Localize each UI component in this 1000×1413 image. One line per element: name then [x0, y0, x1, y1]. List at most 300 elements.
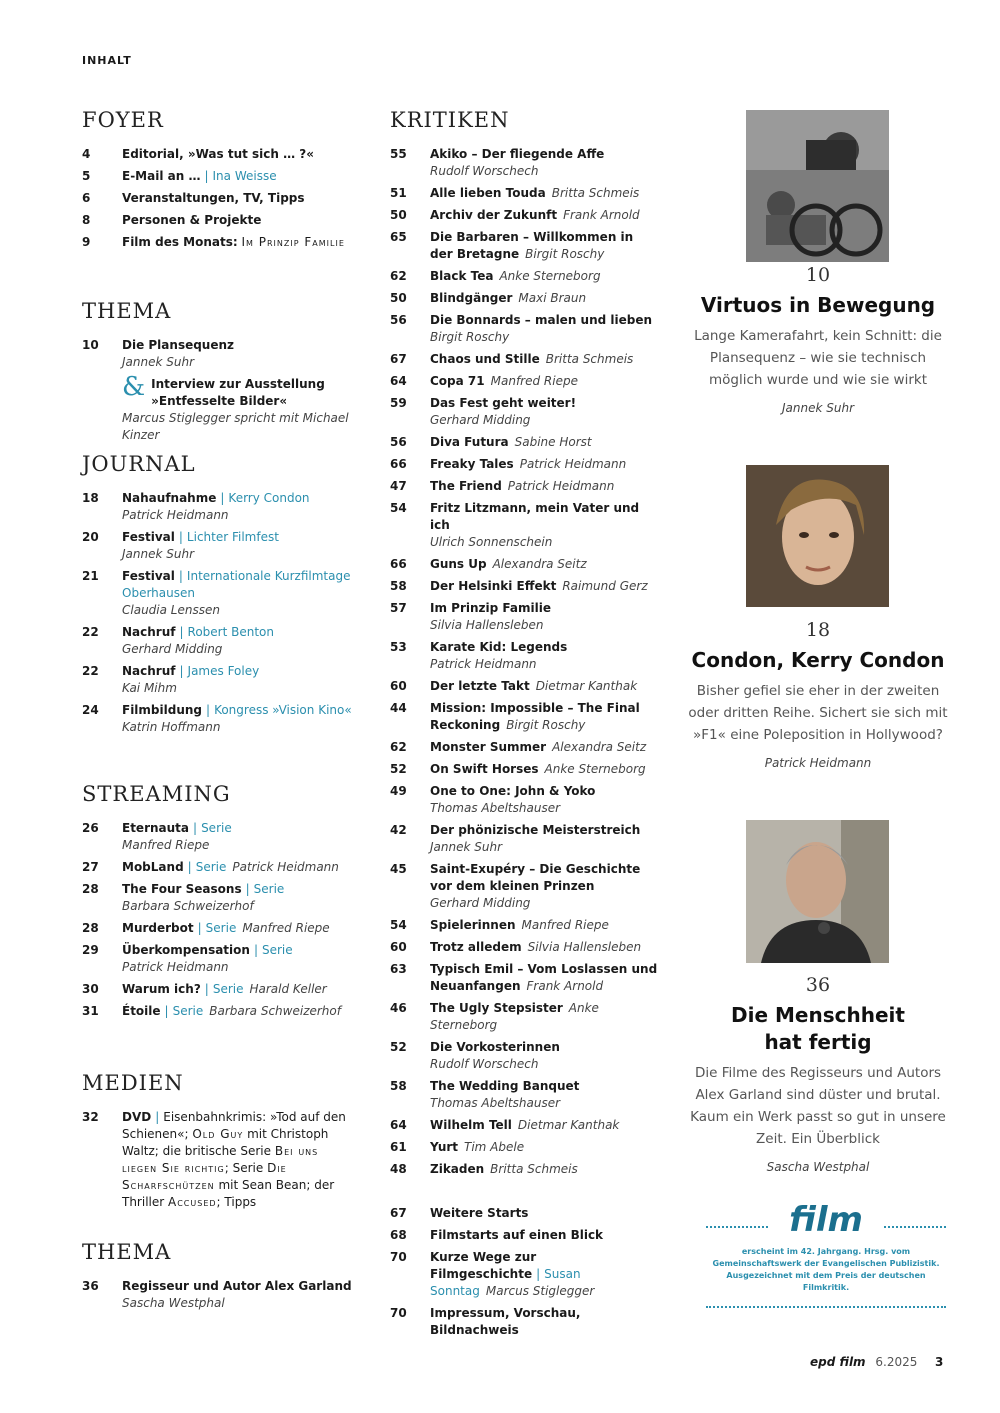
toc-entry[interactable]: [82, 920, 352, 937]
entry-title: Weitere Starts: [430, 1206, 529, 1220]
toc-entry[interactable]: [390, 312, 660, 346]
entry-body: [122, 337, 352, 371]
entry-author: Raimund Gerz: [562, 579, 648, 593]
entry-title: Eternauta: [122, 821, 190, 835]
ampersand-ornament: &: [122, 372, 146, 402]
entry-body: [430, 1249, 660, 1300]
page-number: 57: [390, 601, 407, 615]
toc-entry[interactable]: [390, 939, 660, 956]
footer-brand: epd film: [810, 1355, 866, 1369]
page-number: 52: [390, 762, 407, 776]
section-kicker: INHALT: [82, 54, 132, 67]
page-number: 64: [390, 1118, 407, 1132]
toc-entry[interactable]: [82, 490, 352, 524]
entry-author: Thomas Abeltshauser: [430, 801, 561, 815]
feature-photo-kerry-condon[interactable]: [746, 465, 889, 607]
entry-body: [430, 678, 660, 695]
page-number: 70: [390, 1306, 407, 1320]
entry-author: Patrick Heidmann: [519, 457, 627, 471]
toc-entry[interactable]: [390, 290, 660, 307]
entry-title: Trotz alledem: [430, 940, 522, 954]
entry-body: [430, 373, 660, 390]
section-heading: THEMA: [82, 299, 172, 323]
page-number: 54: [390, 501, 407, 515]
page-number: 27: [82, 860, 99, 874]
entry-title: Nahaufnahme: [122, 491, 217, 505]
separator: |: [204, 169, 209, 183]
toc-entry[interactable]: [390, 1039, 660, 1073]
entry-body: [430, 822, 660, 856]
toc-entry[interactable]: [82, 820, 352, 854]
entry-subject: James Foley: [187, 664, 260, 678]
feature-block-2[interactable]: [686, 619, 950, 770]
entry-subject: Serie: [253, 882, 285, 896]
entry-text: Eisenbahnkrimis: »Tod auf den Schienen«;: [122, 1110, 346, 1141]
entry-subject: Kongress »Vision Kino«: [214, 703, 352, 717]
page-number: 66: [390, 457, 407, 471]
dotted-rule: [884, 1226, 946, 1228]
entry-title: Zikaden: [430, 1162, 485, 1176]
entry-body: [430, 478, 660, 495]
entry-body: [430, 456, 660, 473]
section-heading: THEMA: [82, 1240, 172, 1264]
film-title: Bei uns liegen Sie richtig: [122, 1144, 319, 1175]
entry-title: Murderbot: [122, 921, 194, 935]
section-medien: [82, 1071, 352, 1216]
entry-title: Yurt: [430, 1140, 459, 1154]
section-heading: FOYER: [82, 108, 164, 132]
page-footer: [810, 1355, 944, 1369]
page-number: 30: [82, 982, 99, 996]
entry-title: MobLand: [122, 860, 184, 874]
entry-body: [430, 434, 660, 451]
toc-entry[interactable]: [390, 700, 660, 734]
entry-body: [122, 212, 352, 229]
separator: |: [193, 821, 198, 835]
entry-author: Katrin Hoffmann: [122, 720, 221, 734]
entry-title: On Swift Horses: [430, 762, 539, 776]
page-number: 36: [82, 1279, 99, 1293]
feature-block-1[interactable]: [686, 264, 950, 415]
page-number: 62: [390, 740, 407, 754]
page-number: 59: [390, 396, 407, 410]
toc-entry[interactable]: [390, 783, 660, 817]
separator: |: [164, 1004, 169, 1018]
entry-title: Diva Futura: [430, 435, 509, 449]
toc-entry[interactable]: [390, 917, 660, 934]
entry-author: Sascha Westphal: [122, 1296, 225, 1310]
entry-title: Fritz Litzmann, mein Vater und ich: [430, 501, 640, 532]
publisher-blurb: erscheint im 42. Jahrgang. Hrsg. vom Gemeinschaftswerk der Evangelischen Publizistik. Ausgezeichnet mit dem Preis der deutschen Filmkritik.: [712, 1247, 940, 1292]
page-number: 53: [390, 640, 407, 654]
entry-title: Editorial, »Was tut sich … ?«: [122, 147, 315, 161]
entry-title: One to One: John & Yoko: [430, 784, 596, 798]
toc-entry[interactable]: [82, 663, 352, 697]
entry-title: Nachruf: [122, 664, 176, 678]
section-heading: MEDIEN: [82, 1071, 184, 1095]
separator: |: [178, 569, 183, 583]
toc-entry[interactable]: [390, 1117, 660, 1134]
entry-body: [122, 1003, 352, 1020]
page-number: 61: [390, 1140, 407, 1154]
entry-body: [122, 981, 352, 998]
entry-author: Jannek Suhr: [430, 840, 503, 854]
page-number: 32: [82, 1110, 99, 1124]
page-number: 62: [390, 269, 407, 283]
entry-author: Manfred Riepe: [242, 921, 330, 935]
entry-author: Alexandra Seitz: [492, 557, 587, 571]
interview-title: Interview zur Ausstellung »Entfesselte Bilder«: [151, 377, 325, 408]
toc-entry[interactable]: [390, 434, 660, 451]
page-number: 29: [82, 943, 99, 957]
toc-entry[interactable]: [390, 639, 660, 673]
entry-author: Dietmar Kanthak: [535, 679, 638, 693]
page-number: 49: [390, 784, 407, 798]
entry-author: Thomas Abeltshauser: [430, 1096, 561, 1110]
entry-author: Jannek Suhr: [122, 355, 195, 369]
entry-author: Anke Sterneborg: [544, 762, 646, 776]
entry-title: The Ugly Stepsister: [430, 1001, 563, 1015]
entry-author: Britta Schmeis: [551, 186, 640, 200]
entry-title: Blindgänger: [430, 291, 513, 305]
entry-body: [122, 859, 352, 876]
section-thema-2: [82, 1240, 352, 1317]
page-number: 55: [390, 147, 407, 161]
toc-entry[interactable]: [390, 1139, 660, 1156]
toc-entry[interactable]: [82, 337, 352, 371]
page-number: 65: [390, 230, 407, 244]
entry-title: Personen & Projekte: [122, 213, 262, 227]
page-number: 52: [390, 1040, 407, 1054]
toc-entry[interactable]: [82, 859, 352, 876]
page-number: 58: [390, 1079, 407, 1093]
entry-title: Der phönizische Meisterstreich: [430, 823, 641, 837]
toc-entry[interactable]: [390, 961, 660, 995]
entry-author: Dietmar Kanthak: [517, 1118, 620, 1132]
entry-title: Warum ich?: [122, 982, 201, 996]
section-heading: KRITIKEN: [390, 108, 510, 132]
entry-title: Akiko – Der fliegende Affe: [430, 147, 605, 161]
toc-entry[interactable]: [390, 456, 660, 473]
entry-body: [122, 702, 352, 736]
toc-entry[interactable]: [390, 761, 660, 778]
feature-deck: Die Filme des Regisseurs und Autors Alex Garland sind düster und brutal. Kaum ein Werk passt so gut in unsere Zeit. Ein Überblick: [690, 1065, 946, 1147]
feature-headline: Die Menschheit hat fertig: [731, 1003, 905, 1054]
separator: |: [220, 491, 225, 505]
separator: |: [178, 530, 183, 544]
entry-body: [430, 917, 660, 934]
entry-body: [430, 939, 660, 956]
entry-subject: Serie: [172, 1004, 204, 1018]
entry-subject: Lichter Filmfest: [186, 530, 279, 544]
entry-body: [122, 663, 352, 697]
toc-entry[interactable]: [82, 881, 352, 915]
page-number: 60: [390, 940, 407, 954]
toc-entry[interactable]: [390, 600, 660, 634]
entry-text: ; Tipps: [216, 1195, 257, 1209]
epd-film-logo-box: [706, 1200, 946, 1308]
entry-title: E-Mail an …: [122, 169, 201, 183]
section-kritiken: [390, 108, 660, 1344]
entry-body: [430, 1227, 660, 1244]
film-logo: film: [789, 1200, 863, 1240]
feature-page-number: 36: [805, 974, 831, 996]
entry-body: [430, 146, 660, 180]
toc-entry[interactable]: [390, 146, 660, 180]
separator: |: [204, 982, 209, 996]
entry-body: [430, 961, 660, 995]
entry-body: [430, 1117, 660, 1134]
interview-author: Marcus Stiglegger spricht mit Michael Kinzer: [122, 411, 349, 442]
entry-title: The Four Seasons: [122, 882, 242, 896]
toc-entry[interactable]: [390, 578, 660, 595]
entry-title: Black Tea: [430, 269, 494, 283]
page-number: 4: [82, 147, 91, 161]
entry-body: [430, 600, 660, 634]
entry-author: Kai Mihm: [122, 681, 177, 695]
entry-author: Birgit Roschy: [506, 718, 586, 732]
toc-entry[interactable]: [390, 1205, 660, 1222]
entry-author: Silvia Hallensleben: [527, 940, 642, 954]
interview-entry[interactable]: [82, 372, 352, 444]
toc-entry[interactable]: [82, 981, 352, 998]
entry-title: Archiv der Zukunft: [430, 208, 558, 222]
page-number: 9: [82, 235, 91, 249]
entry-author: Barbara Schweizerhof: [122, 899, 254, 913]
entry-body: [122, 146, 352, 163]
page-number: 67: [390, 1206, 407, 1220]
toc-entry[interactable]: [390, 1161, 660, 1178]
entry-body: [430, 229, 660, 263]
toc-entry[interactable]: [390, 556, 660, 573]
toc-entry[interactable]: [390, 1227, 660, 1244]
entry-author: Rudolf Worschech: [430, 164, 539, 178]
toc-entry[interactable]: [82, 1278, 352, 1312]
toc-entry[interactable]: [390, 739, 660, 756]
toc-entry[interactable]: [390, 1305, 660, 1339]
toc-entry[interactable]: [82, 624, 352, 658]
page-number: 8: [82, 213, 91, 227]
entry-body: [430, 500, 660, 551]
entry-author: Patrick Heidmann: [430, 657, 537, 671]
entry-title: Wilhelm Tell: [430, 1118, 512, 1132]
feature-photo-plansequenz[interactable]: [746, 110, 889, 262]
page-number: 28: [82, 882, 99, 896]
entry-body: [122, 234, 352, 251]
entry-title: Typisch Emil – Vom Loslassen und Neuanfangen: [430, 962, 658, 993]
entry-author: Manfred Riepe: [521, 918, 609, 932]
page-number-footer: 3: [935, 1355, 944, 1369]
entry-subject: Kerry Condon: [228, 491, 310, 505]
entry-body: [122, 529, 352, 563]
feature-author: Sascha Westphal: [766, 1160, 870, 1174]
entry-author: Anke Sterneborg: [499, 269, 601, 283]
entry-title: Regisseur und Autor Alex Garland: [122, 1279, 352, 1293]
toc-entry[interactable]: [82, 212, 352, 229]
separator: |: [179, 625, 184, 639]
film-title: Die Scharfschützen: [122, 1161, 287, 1192]
entry-title: Festival: [122, 569, 175, 583]
feature-page-number: 10: [805, 264, 831, 286]
toc-entry[interactable]: [390, 395, 660, 429]
entry-subject: Serie: [212, 982, 244, 996]
page-number: 5: [82, 169, 91, 183]
toc-entry[interactable]: [82, 942, 352, 976]
entry-title: DVD: [122, 1110, 152, 1124]
entry-body: [122, 1278, 352, 1312]
entry-body: [430, 861, 660, 912]
toc-entry[interactable]: [82, 190, 352, 207]
entry-body: [430, 1205, 660, 1222]
separator: |: [253, 943, 258, 957]
entry-author: Patrick Heidmann: [507, 479, 615, 493]
page-number: 51: [390, 186, 407, 200]
page-number: 46: [390, 1001, 407, 1015]
film-title: Accused: [168, 1195, 217, 1209]
entry-subject: Serie: [205, 921, 237, 935]
toc-entry[interactable]: [390, 1078, 660, 1112]
entry-body: [122, 568, 352, 619]
entry-body: [122, 942, 352, 976]
page-number: 68: [390, 1228, 407, 1242]
entry-body: [430, 700, 660, 734]
entry-title: Copa 71: [430, 374, 485, 388]
entry-body: [430, 312, 660, 346]
toc-entry[interactable]: [82, 702, 352, 736]
toc-entry[interactable]: [390, 678, 660, 695]
toc-entry[interactable]: [390, 1249, 660, 1300]
entry-body: [430, 290, 660, 307]
page-number: 24: [82, 703, 99, 717]
entry-body: [122, 168, 352, 185]
page-number: 70: [390, 1250, 407, 1264]
entry-author: Gerhard Midding: [122, 642, 223, 656]
separator: |: [206, 703, 211, 717]
toc-entry[interactable]: [82, 146, 352, 163]
page-number: 47: [390, 479, 407, 493]
entry-author: Anke Sterneborg: [430, 1001, 599, 1032]
toc-entry[interactable]: [82, 168, 352, 185]
feature-headline: Condon, Kerry Condon: [691, 648, 945, 672]
toc-entry[interactable]: [82, 568, 352, 619]
entry-author: Manfred Riepe: [490, 374, 578, 388]
entry-author: Harald Keller: [249, 982, 327, 996]
entry-title: Freaky Tales: [430, 457, 514, 471]
section-heading: JOURNAL: [82, 452, 196, 476]
page-number: 50: [390, 208, 407, 222]
entry-text: mit Christoph Waltz; die britische Serie: [122, 1127, 329, 1158]
feature-photo-alex-garland[interactable]: [746, 820, 889, 963]
entry-body: [430, 556, 660, 573]
separator: |: [536, 1267, 541, 1281]
feature-block-3[interactable]: [686, 974, 950, 1174]
entry-body: [430, 783, 660, 817]
toc-entry[interactable]: [390, 229, 660, 263]
entry-title: Festival: [122, 530, 175, 544]
page-number: 67: [390, 352, 407, 366]
entry-author: Patrick Heidmann: [122, 508, 229, 522]
entry-title: The Wedding Banquet: [430, 1079, 580, 1093]
entry-body: [430, 185, 660, 202]
toc-entry[interactable]: [82, 234, 352, 251]
page-number: 22: [82, 625, 99, 639]
entry-body: [430, 1000, 660, 1034]
entry-body: [430, 268, 660, 285]
toc-entry[interactable]: [390, 822, 660, 856]
entry-body: [430, 351, 660, 368]
film-title: Old Guy: [192, 1127, 244, 1141]
entry-title: Die Plansequenz: [122, 338, 235, 352]
entry-author: Ulrich Sonnenschein: [430, 535, 553, 549]
section-foyer: [82, 108, 352, 256]
entry-title: Kurze Wege zur Filmgeschichte: [430, 1250, 537, 1281]
toc-entry[interactable]: [82, 1003, 352, 1020]
entry-title: Im Prinzip Familie: [430, 601, 551, 615]
entry-body: [430, 739, 660, 756]
entry-title: Étoile: [122, 1004, 161, 1018]
page-number: 45: [390, 862, 407, 876]
entry-subject: Internationale Kurzfilmtage Oberhausen: [122, 569, 351, 600]
page-number: 66: [390, 557, 407, 571]
entry-subject: Serie: [201, 821, 232, 835]
footer-issue: 6.2025: [875, 1355, 918, 1369]
page-number: 6: [82, 191, 91, 205]
toc-entry[interactable]: [390, 207, 660, 224]
toc-entry[interactable]: [82, 529, 352, 563]
entry-body: [122, 881, 352, 915]
page-number: 58: [390, 579, 407, 593]
entry-title: Veranstaltungen, TV, Tipps: [122, 191, 305, 205]
page-number: 22: [82, 664, 99, 678]
entry-title: Chaos und Stille: [430, 352, 540, 366]
entry-author: Birgit Roschy: [525, 247, 605, 261]
film-title: Im Prinzip Familie: [241, 235, 345, 249]
entry-title: Mission: Impossible – The Final Reckoning: [430, 701, 640, 732]
entry-author: Patrick Heidmann: [122, 960, 229, 974]
toc-entry[interactable]: [390, 351, 660, 368]
entry-title: Saint-Exupéry – Die Geschichte vor dem kleinen Prinzen: [430, 862, 641, 893]
toc-entry[interactable]: [390, 373, 660, 390]
page-number: 31: [82, 1004, 99, 1018]
page-number: 50: [390, 291, 407, 305]
entry-body: [430, 1161, 660, 1178]
page-number: 54: [390, 918, 407, 932]
entry-title: Die Vorkosterinnen: [430, 1040, 560, 1054]
entry-author: Britta Schmeis: [490, 1162, 578, 1176]
toc-entry[interactable]: [390, 268, 660, 285]
entry-title: The Friend: [430, 479, 502, 493]
entry-body: [122, 820, 352, 854]
toc-entry[interactable]: [390, 478, 660, 495]
entry-title: Guns Up: [430, 557, 487, 571]
feature-page-number: 18: [805, 619, 831, 641]
feature-deck: Lange Kamerafahrt, kein Schnitt: die Plansequenz – wie sie technisch möglich wurde und wie sie wirkt: [694, 328, 942, 388]
entry-body: [122, 920, 352, 937]
toc-entry[interactable]: [390, 861, 660, 912]
entry-title: Überkompensation: [122, 943, 250, 957]
entry-author: Patrick Heidmann: [232, 860, 339, 874]
entry-author: Jannek Suhr: [122, 547, 195, 561]
page-number: 60: [390, 679, 407, 693]
feature-deck: Bisher gefiel sie eher in der zweiten oder dritten Reihe. Sichert sie sich mit »F1« eine Poleposition in Hollywood?: [688, 683, 948, 743]
toc-entry[interactable]: [390, 500, 660, 551]
toc-entry[interactable]: [390, 185, 660, 202]
toc-entry[interactable]: [390, 1000, 660, 1034]
entry-title: Nachruf: [122, 625, 176, 639]
entry-author: Maxi Braun: [518, 291, 587, 305]
entry-subject: Serie: [195, 860, 227, 874]
toc-entry[interactable]: [82, 1109, 352, 1211]
